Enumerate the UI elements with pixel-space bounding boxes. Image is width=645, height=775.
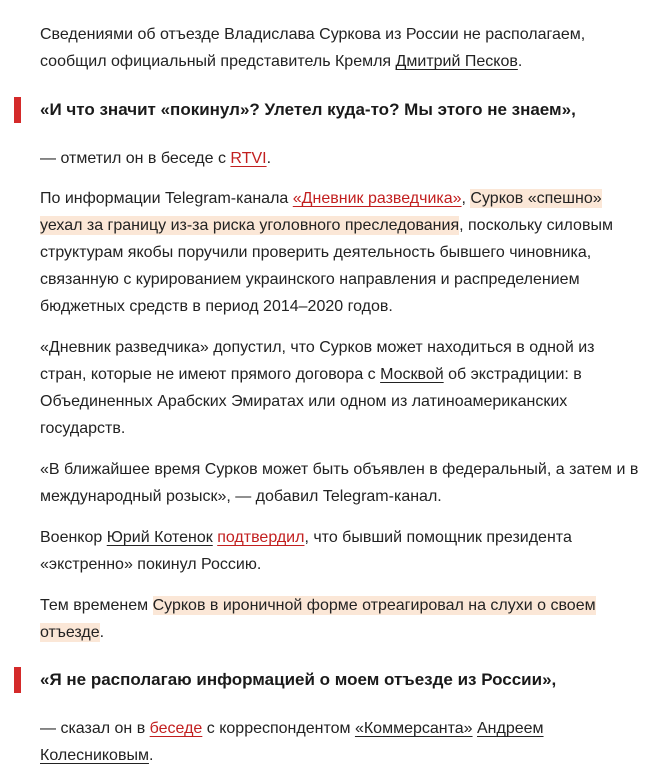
quote-surkov: «Я не располагаю информацией о моем отъезде из России»,: [40, 670, 557, 689]
paragraph-rtvi: [40, 145, 640, 172]
link-kommersant[interactable]: «Коммерсанта»: [354, 720, 473, 737]
paragraph-telegram: [40, 185, 640, 320]
text-span: .: [266, 150, 272, 167]
paragraph-surkov-reaction: [40, 592, 640, 646]
paragraph-extradition: [40, 334, 640, 442]
link-confirmed[interactable]: подтвердил: [217, 529, 305, 546]
text-span: .: [517, 53, 523, 70]
quote-bar: [14, 667, 21, 693]
text-span: — сказал он в: [40, 720, 150, 737]
text-span: «Дневник разведчика» допустил, что Сурков может находиться в одной из стран, которые не имеют прямого договора с: [40, 339, 595, 383]
text-span: .: [99, 624, 105, 641]
text-span: — отметил он в беседе с: [40, 150, 231, 167]
link-dmitry-peskov[interactable]: Дмитрий Песков: [395, 53, 518, 70]
link-rtvi[interactable]: RTVI: [230, 150, 267, 167]
link-andrey-kolesnikov[interactable]: Андреем Колесниковым: [40, 720, 544, 764]
link-moscow[interactable]: Москвой: [380, 366, 444, 383]
link-diary-scout[interactable]: «Дневник разведчика»: [292, 190, 462, 207]
text-span: , что бывший помощник президента «экстренно» покинул Россию.: [40, 529, 572, 573]
highlighted-text: Сурков в ироничной форме отреагировал на слухи о своем отъезде: [40, 597, 596, 641]
text-span: Тем временем: [40, 597, 153, 614]
text-span: ,: [461, 190, 471, 207]
text-span: с корреспондентом: [202, 720, 355, 737]
quote-bar: [14, 97, 21, 123]
paragraph-kotenok: [40, 524, 640, 578]
text-span: об экстрадиции: в Объединенных Арабских Эмиратах или одном из латиноамериканских государств.: [40, 366, 582, 437]
quote-peskov: «И что значит «покинул»? Улетел куда-то? Мы этого не знаем»,: [40, 100, 576, 119]
text-span: По информации Telegram-канала: [40, 190, 293, 207]
text-span: Сведениями об отъезде Владислава Суркова из России не располагаем, сообщил официальный представитель Кремля: [40, 26, 586, 70]
text-span: , поскольку силовым структурам якобы поручили проверить деятельность бывшего чиновника, связанную с курированием украинского направления и распределением бюджетных средств в период 2014–2020 годов.: [40, 217, 613, 315]
paragraph-peskov: [40, 21, 640, 75]
paragraph-wanted: «В ближайшее время Сурков может быть объявлен в федеральный, а затем и в международный розыск», — добавил Telegram-канал.: [40, 461, 639, 505]
text-span: .: [148, 747, 154, 764]
text-span: Военкор: [40, 529, 107, 546]
link-talk[interactable]: беседе: [149, 720, 203, 737]
link-yuri-kotenok[interactable]: Юрий Котенок: [106, 529, 213, 546]
paragraph-kommersant: [40, 715, 640, 769]
highlighted-text: Сурков «спешно» уехал за границу из-за риска уголовного преследования: [40, 190, 602, 234]
